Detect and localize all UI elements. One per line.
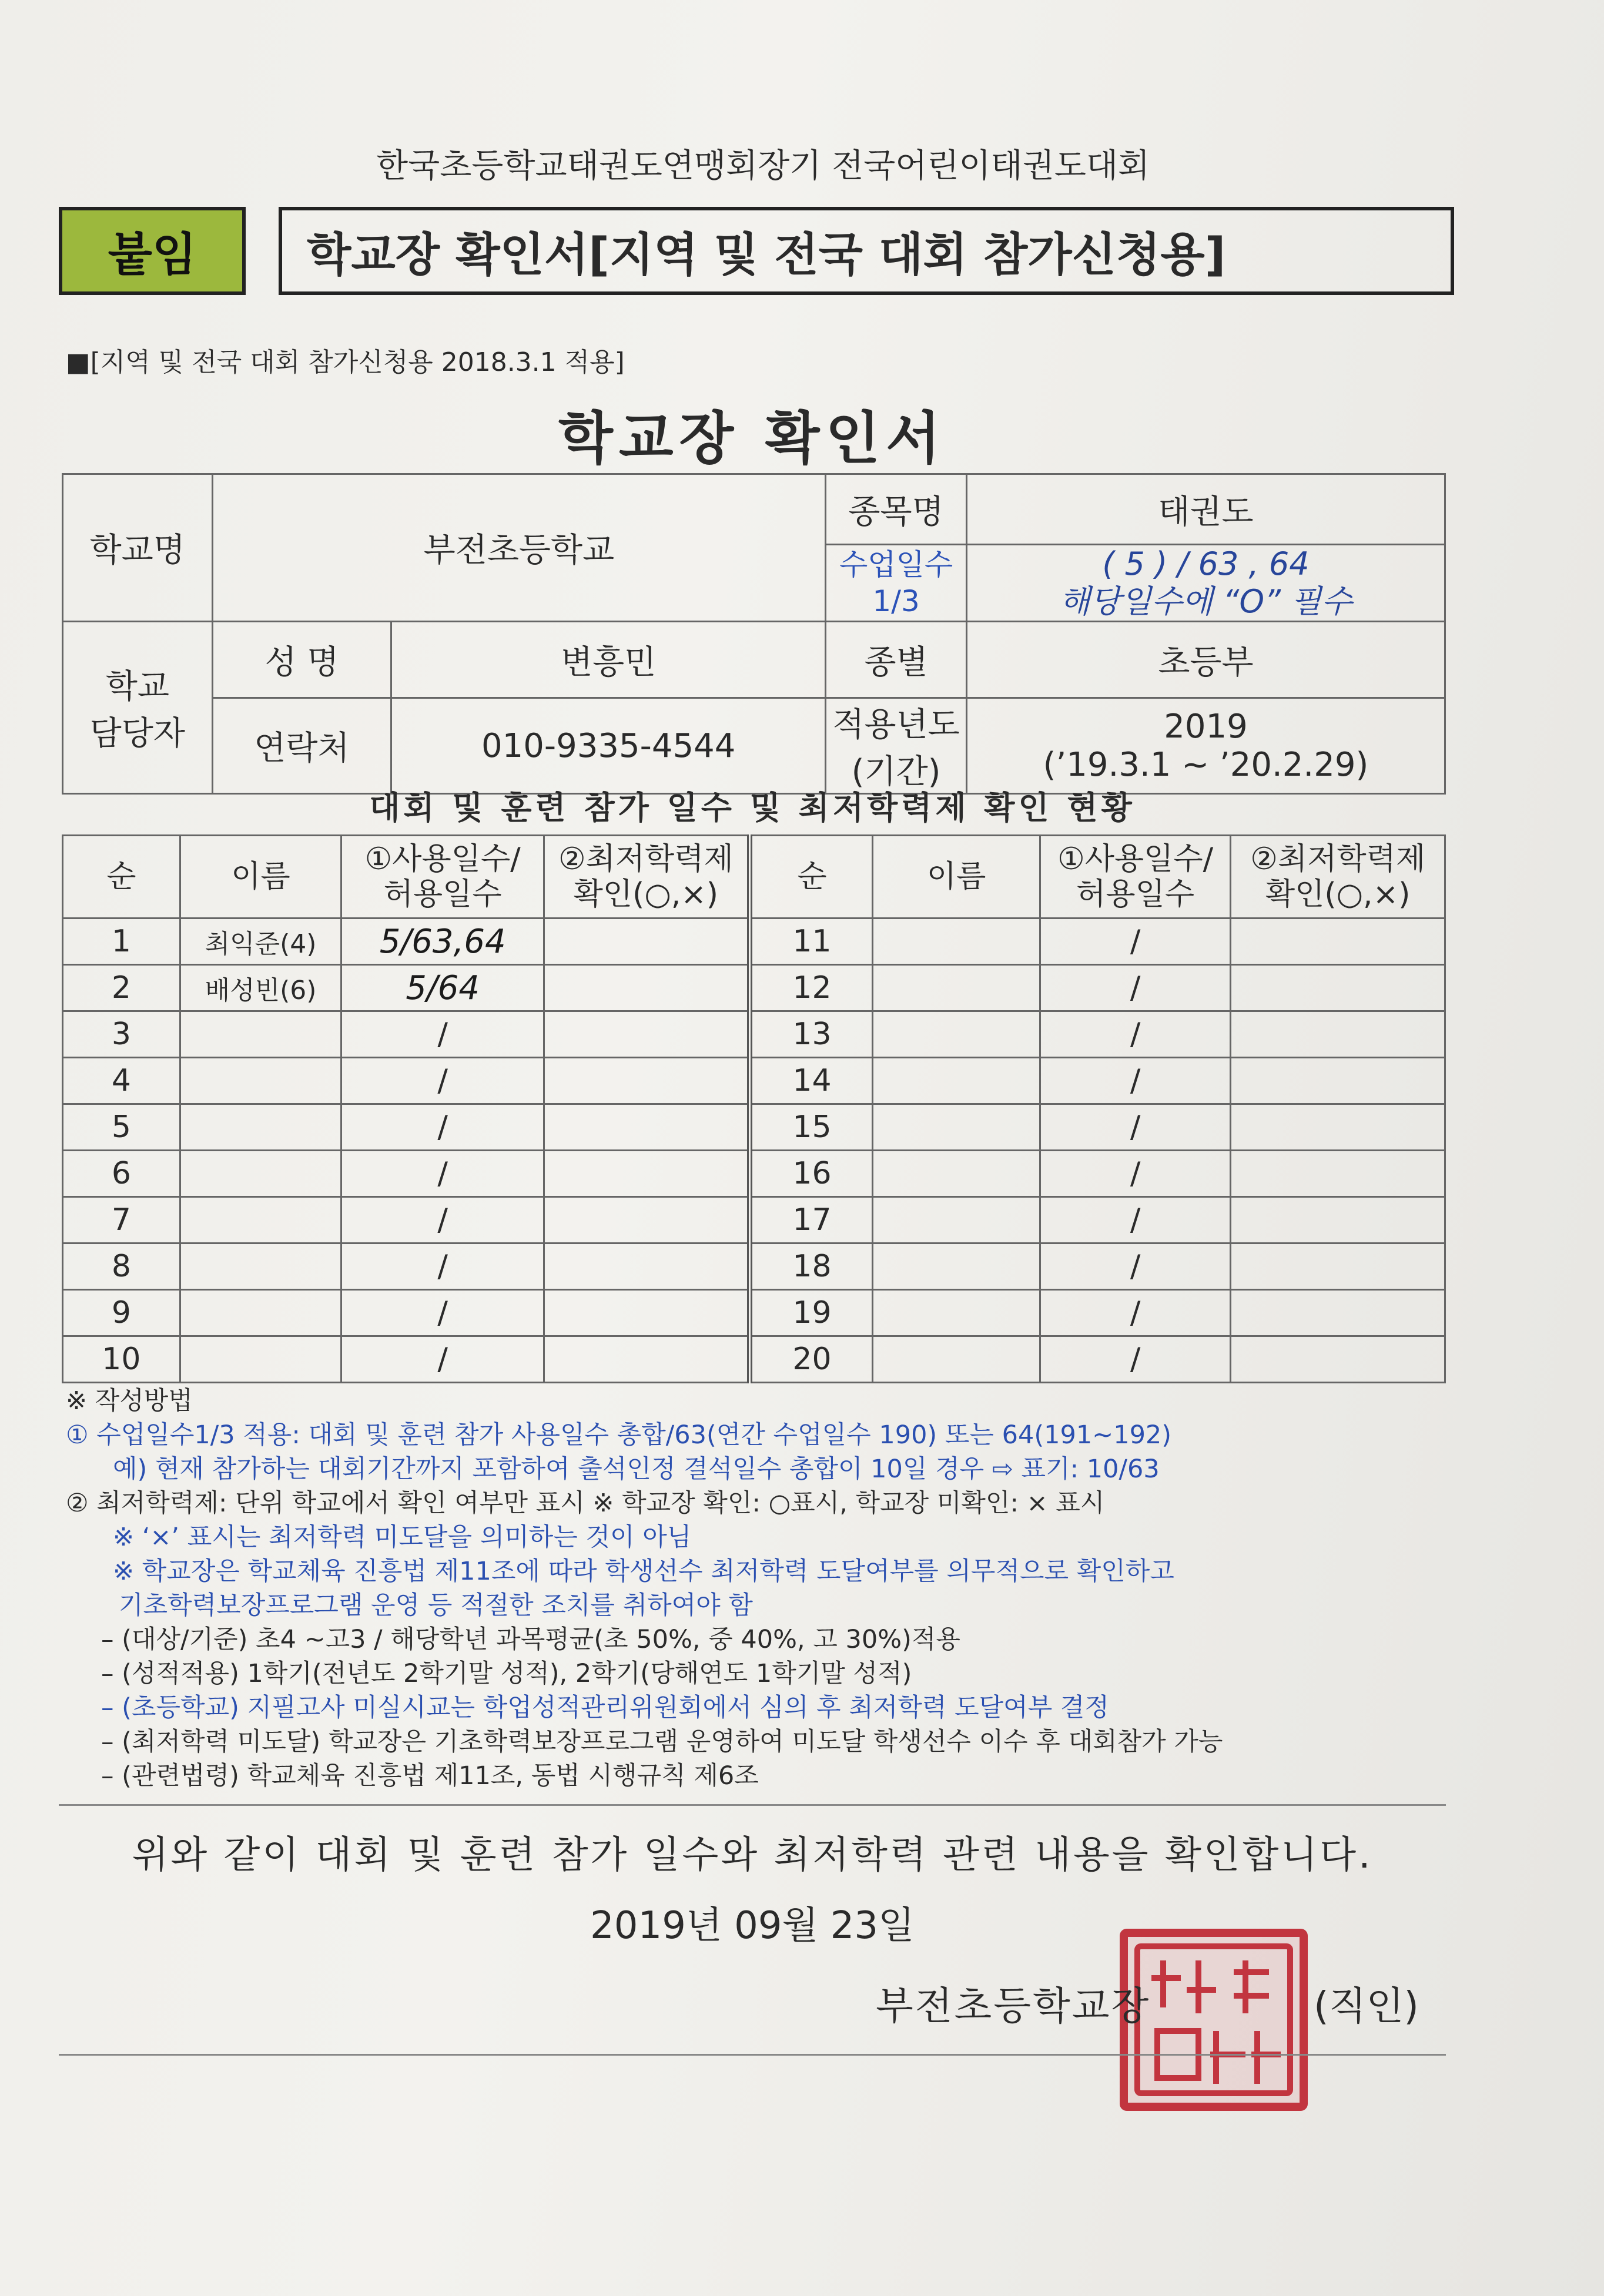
used-days-right: / xyxy=(1040,919,1230,965)
note-2d: 기초학력보장프로그램 운영 등 적절한 조치를 취하여야 함 xyxy=(119,1591,753,1620)
contact-label: 연락처 xyxy=(212,698,391,794)
student-name xyxy=(180,1151,341,1197)
division-value: 초등부 xyxy=(966,622,1445,698)
row-no-right: 20 xyxy=(749,1336,873,1383)
contact-value: 010-9335-4544 xyxy=(391,698,826,794)
school-name: 부전초등학교 xyxy=(212,474,826,622)
student-name-right xyxy=(873,965,1040,1011)
note-1b: 예) 현재 참가하는 대회기간까지 포함하여 출석인정 결석일수 총합이 10일 경우 ⇨ 표기: 10/63 xyxy=(113,1454,1160,1484)
table-row xyxy=(63,1151,1445,1197)
student-name-right xyxy=(873,1243,1040,1290)
year-label xyxy=(826,698,967,794)
student-name-right xyxy=(873,1336,1040,1383)
used-days: / xyxy=(341,1058,544,1104)
academic-check xyxy=(544,919,750,965)
col-acad xyxy=(544,836,750,919)
col-name-right: 이름 xyxy=(873,836,1040,919)
academic-check xyxy=(544,1011,750,1058)
table-row xyxy=(63,1104,1445,1151)
col-acad-2: 확인(○,×) xyxy=(573,877,719,912)
student-name-right xyxy=(873,1104,1040,1151)
row-no: 3 xyxy=(63,1011,180,1058)
detail-5: – (관련법령) 학교체육 진흥법 제11조, 동법 시행규칙 제6조 xyxy=(101,1761,759,1791)
note-1a: ① 수업일수1/3 적용: 대회 및 훈련 참가 사용일수 총합/63(연간 수업일수 190) 또는 64(191~192) xyxy=(66,1420,1172,1450)
student-name xyxy=(180,1104,341,1151)
student-name-right xyxy=(873,919,1040,965)
academic-check-right xyxy=(1231,965,1445,1011)
class-days-note: 해당일수에 “O” 필수 xyxy=(1059,583,1352,620)
academic-check xyxy=(544,1197,750,1243)
academic-check xyxy=(544,1058,750,1104)
row-no: 6 xyxy=(63,1151,180,1197)
academic-check-right xyxy=(1231,1058,1445,1104)
academic-check xyxy=(544,1336,750,1383)
academic-check-right xyxy=(1231,1151,1445,1197)
academic-check-right xyxy=(1231,1011,1445,1058)
academic-check-right xyxy=(1231,919,1445,965)
used-days: 5/63,64 xyxy=(341,919,544,965)
student-name: 최익준(4) xyxy=(180,919,341,965)
period-value: (’19.3.1 ~ ’20.2.29) xyxy=(1043,746,1369,784)
used-days: / xyxy=(341,1011,544,1058)
col-no-right: 순 xyxy=(749,836,873,919)
manager-label xyxy=(63,622,213,794)
name-label: 성 명 xyxy=(212,622,391,698)
header-title: 학교장 확인서[지역 및 전국 대회 참가신청용] xyxy=(307,229,1226,281)
detail-3: – (초등학교) 지필고사 미실시교는 학업성적관리위원회에서 심의 후 최저학력 도달여부 결정 xyxy=(101,1693,1109,1722)
table-row xyxy=(63,965,1445,1011)
academic-check-right xyxy=(1231,1336,1445,1383)
sport-label: 종목명 xyxy=(826,474,967,545)
col-no: 순 xyxy=(63,836,180,919)
used-days-right: / xyxy=(1040,1104,1230,1151)
student-name-right xyxy=(873,1058,1040,1104)
col-acad-right-1: ②최저학력제 xyxy=(1250,842,1426,877)
student-name: 배성빈(6) xyxy=(180,965,341,1011)
student-name xyxy=(180,1290,341,1336)
section-title: 대회 및 훈련 참가 일수 및 최저학력제 확인 현황 xyxy=(369,789,1136,826)
student-name-right xyxy=(873,1151,1040,1197)
row-no-right: 19 xyxy=(749,1290,873,1336)
academic-check xyxy=(544,1104,750,1151)
col-days-right xyxy=(1040,836,1230,919)
academic-check-right xyxy=(1231,1197,1445,1243)
academic-check-right xyxy=(1231,1104,1445,1151)
year-number: 2019 xyxy=(1164,708,1248,746)
used-days: / xyxy=(341,1243,544,1290)
header-title-box xyxy=(279,207,1454,295)
division-label: 종별 xyxy=(826,622,967,698)
school-label: 학교명 xyxy=(63,474,213,622)
used-days: / xyxy=(341,1104,544,1151)
edition-note: ■[지역 및 전국 대회 참가신청용 2018.3.1 적용] xyxy=(66,347,625,377)
info-table xyxy=(62,473,1446,795)
academic-check xyxy=(544,1243,750,1290)
used-days-right: / xyxy=(1040,1011,1230,1058)
note-2a: ② 최저학력제: 단위 학교에서 확인 여부만 표시 ※ 학교장 확인: ○표시, 학교장 미확인: × 표시 xyxy=(66,1489,1105,1518)
used-days: 5/64 xyxy=(341,965,544,1011)
writing-instructions xyxy=(66,1384,1476,1793)
row-no-right: 11 xyxy=(749,919,873,965)
used-days-right: / xyxy=(1040,965,1230,1011)
used-days: / xyxy=(341,1290,544,1336)
col-days-1: ①사용일수/ xyxy=(364,842,521,877)
event-title: 한국초등학교태권도연맹회장기 전국어린이태권도대회 xyxy=(376,147,1150,185)
academic-check-right xyxy=(1231,1243,1445,1290)
note-2b: ※ ‘×’ 표시는 최저학력 미도달을 의미하는 것이 아님 xyxy=(113,1523,692,1552)
class-days-label xyxy=(826,545,967,622)
roster-table xyxy=(62,834,1446,1383)
table-row xyxy=(63,919,1445,965)
col-days-right-2: 허용일수 xyxy=(1076,877,1195,912)
academic-check xyxy=(544,1290,750,1336)
divider-top xyxy=(59,1804,1446,1806)
row-no: 4 xyxy=(63,1058,180,1104)
table-row xyxy=(63,1290,1445,1336)
table-row xyxy=(63,1243,1445,1290)
detail-4: – (최저학력 미도달) 학교장은 기초학력보장프로그램 운영하여 미도달 학생선수 이수 후 대회참가 가능 xyxy=(101,1727,1223,1757)
seal-icon xyxy=(1128,1937,1300,2103)
document-title: 학교장 확인서 xyxy=(558,405,946,471)
row-no-right: 14 xyxy=(749,1058,873,1104)
used-days-right: / xyxy=(1040,1058,1230,1104)
row-no: 7 xyxy=(63,1197,180,1243)
col-days-2: 허용일수 xyxy=(383,877,502,912)
notes-heading: ※ 작성방법 xyxy=(66,1386,193,1416)
used-days-right: / xyxy=(1040,1151,1230,1197)
used-days: / xyxy=(341,1197,544,1243)
manager-label-2: 담당자 xyxy=(89,715,185,753)
row-no-right: 13 xyxy=(749,1011,873,1058)
manager-label-1: 학교 xyxy=(105,668,169,706)
academic-check xyxy=(544,965,750,1011)
row-no-right: 15 xyxy=(749,1104,873,1151)
row-no-right: 18 xyxy=(749,1243,873,1290)
row-no: 1 xyxy=(63,919,180,965)
year-label-2: (기간) xyxy=(851,753,941,791)
table-row xyxy=(63,1336,1445,1383)
col-days-right-1: ①사용일수/ xyxy=(1057,842,1214,877)
seal-note: (직인) xyxy=(1314,1983,1419,2029)
principal-name: 부전초등학교장 xyxy=(876,1983,1151,2029)
detail-2: – (성적적용) 1학기(전년도 2학기말 성적), 2학기(당해연도 1학기말 성적) xyxy=(101,1659,912,1688)
row-no-right: 17 xyxy=(749,1197,873,1243)
student-name-right xyxy=(873,1197,1040,1243)
student-name-right xyxy=(873,1011,1040,1058)
table-row xyxy=(63,1011,1445,1058)
student-name xyxy=(180,1011,341,1058)
used-days-right: / xyxy=(1040,1290,1230,1336)
used-days: / xyxy=(341,1336,544,1383)
row-no: 5 xyxy=(63,1104,180,1151)
divider-bottom xyxy=(59,2054,1446,2056)
student-name xyxy=(180,1197,341,1243)
detail-1: – (대상/기준) 초4 ~고3 / 해당학년 과목평균(초 50%, 중 40%, 고 30%)적용 xyxy=(101,1625,960,1654)
class-days-label-2: 1/3 xyxy=(872,584,920,618)
sport-value: 태권도 xyxy=(966,474,1445,545)
class-days-entry xyxy=(966,545,1445,622)
year-value xyxy=(966,698,1445,794)
col-acad-1: ②최저학력제 xyxy=(558,842,734,877)
used-days: / xyxy=(341,1151,544,1197)
manager-name: 변흥민 xyxy=(391,622,826,698)
col-name: 이름 xyxy=(180,836,341,919)
col-acad-right-2: 확인(○,×) xyxy=(1265,877,1411,912)
used-days-right: / xyxy=(1040,1243,1230,1290)
row-no: 2 xyxy=(63,965,180,1011)
table-row xyxy=(63,1197,1445,1243)
used-days-right: / xyxy=(1040,1336,1230,1383)
note-2c: ※ 학교장은 학교체육 진흥법 제11조에 따라 학생선수 최저학력 도달여부를 의무적으로 확인하고 xyxy=(113,1557,1174,1586)
student-name-right xyxy=(873,1290,1040,1336)
row-no: 8 xyxy=(63,1243,180,1290)
year-label-1: 적용년도 xyxy=(832,706,960,744)
row-no-right: 16 xyxy=(749,1151,873,1197)
row-no-right: 12 xyxy=(749,965,873,1011)
col-acad-right xyxy=(1231,836,1445,919)
confirmation-date: 2019년 09월 23일 xyxy=(590,1904,915,1948)
col-days xyxy=(341,836,544,919)
row-no: 10 xyxy=(63,1336,180,1383)
roster-body xyxy=(63,919,1445,1383)
class-days-value: ( 5 ) / 63 , 64 xyxy=(1102,545,1310,582)
table-row xyxy=(63,1058,1445,1104)
row-no: 9 xyxy=(63,1290,180,1336)
student-name xyxy=(180,1243,341,1290)
attachment-badge: 붙임 xyxy=(59,207,246,295)
class-days-label-1: 수업일수 xyxy=(839,548,953,582)
academic-check xyxy=(544,1151,750,1197)
confirmation-text: 위와 같이 대회 및 훈련 참가 일수와 최저학력 관련 내용을 확인합니다. xyxy=(132,1834,1373,1877)
student-name xyxy=(180,1058,341,1104)
student-name xyxy=(180,1336,341,1383)
academic-check-right xyxy=(1231,1290,1445,1336)
used-days-right: / xyxy=(1040,1197,1230,1243)
